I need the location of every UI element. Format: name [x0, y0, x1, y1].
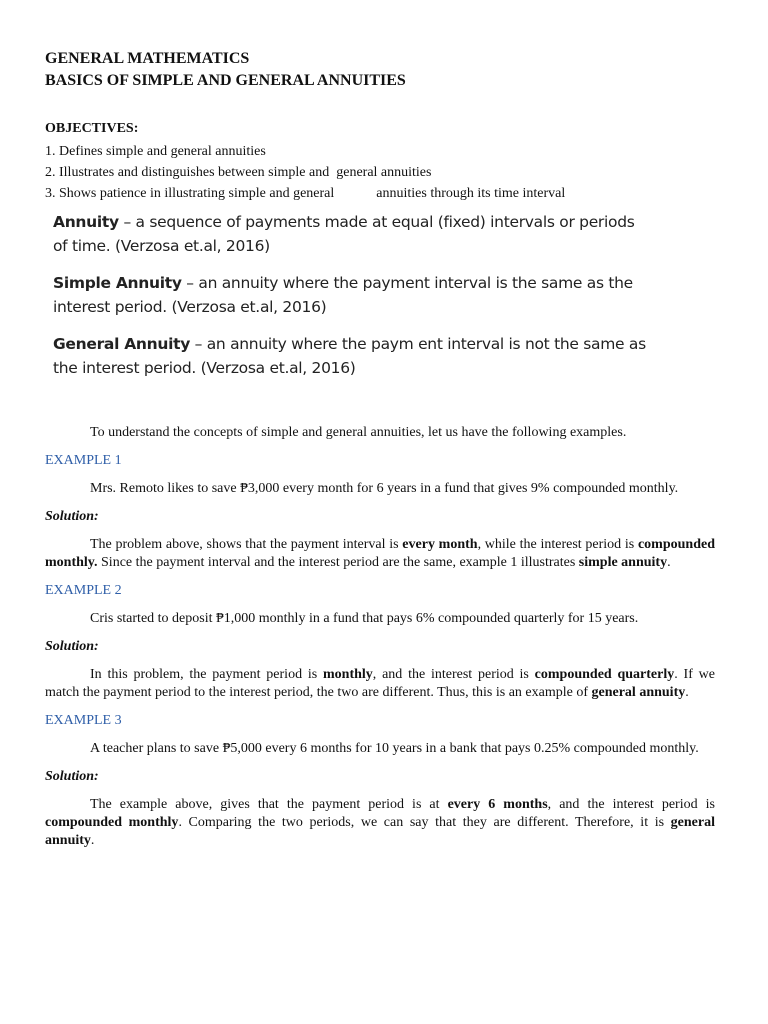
solution-text: The problem above, shows that the payment interval is — [90, 537, 403, 552]
solution-text: . — [667, 555, 671, 570]
objectives-heading: OBJECTIVES: — [45, 121, 139, 136]
solution-text: Since the payment interval and the interest period are the same, example 1 illustrates — [97, 555, 579, 570]
objective-item: 1. Defines simple and general annuities — [45, 144, 266, 159]
solution-text: . If we match the payment period to the interest period, the two are different. Thus, this is an example of — [45, 667, 715, 700]
definition-term: General Annuity — [53, 335, 191, 353]
solution-text: . — [685, 685, 689, 700]
subject-title: GENERAL MATHEMATICS — [45, 50, 250, 67]
intro-paragraph: To understand the concepts of simple and general annuities, let us have the following examples. — [90, 425, 627, 440]
emphasis-text: every month — [402, 537, 478, 552]
solution-text: . — [90, 833, 95, 848]
emphasis-text: general annuity — [591, 685, 686, 700]
solution-label: Solution: — [45, 769, 99, 784]
emphasis-text: monthly — [323, 667, 373, 682]
definition-annuity — [53, 210, 653, 258]
examples-body — [45, 424, 715, 860]
solution-text: , and the interest period is — [547, 797, 715, 812]
definitions-image — [53, 210, 653, 393]
emphasis-text: simple annuity — [578, 555, 668, 570]
definition-term: Simple Annuity — [53, 274, 182, 292]
topic-title: BASICS OF SIMPLE AND GENERAL ANNUITIES — [45, 72, 406, 89]
solution-label: Solution: — [45, 639, 99, 654]
definition-text: – an annuity where the paym ent interval is not the same as the interest period. (Verzosa et.al, 2016) — [53, 335, 646, 377]
definition-simple-annuity — [53, 271, 653, 319]
example-heading: EXAMPLE 3 — [45, 713, 122, 728]
solution-text: , while the interest period is — [477, 537, 638, 552]
solution-paragraph — [45, 536, 715, 572]
example-problem: Mrs. Remoto likes to save ₱3,000 every month for 6 years in a fund that gives 9% compounded monthly. — [90, 481, 679, 496]
solution-text: . Comparing the two periods, we can say that they are different. Therefore, it is — [178, 815, 671, 830]
definition-term: Annuity — [53, 213, 119, 231]
definition-general-annuity — [53, 332, 653, 380]
emphasis-text: compounded quarterly — [534, 667, 675, 682]
emphasis-text: every 6 months — [447, 797, 548, 812]
emphasis-text: compounded monthly — [45, 815, 179, 830]
solution-paragraph — [45, 796, 715, 850]
definition-text: – an annuity where the payment interval is the same as the interest period. (Verzosa et.al, 2016) — [53, 274, 633, 316]
solution-text: The example above, gives that the payment period is at — [90, 797, 448, 812]
solution-paragraph — [45, 666, 715, 702]
example-problem: A teacher plans to save ₱5,000 every 6 months for 10 years in a bank that pays 0.25% compounded monthly. — [90, 741, 699, 756]
objective-item: 3. Shows patience in illustrating simple and general annuities through its time interval — [45, 186, 566, 201]
example-heading: EXAMPLE 1 — [45, 453, 122, 468]
emphasis-text: general annuity — [45, 815, 715, 848]
definition-text: – a sequence of payments made at equal (fixed) intervals or periods of time. (Verzosa et.al, 2016) — [53, 213, 635, 255]
objectives-section — [45, 120, 565, 204]
emphasis-text: compounded monthly. — [45, 537, 715, 570]
example-problem: Cris started to deposit ₱1,000 monthly in a fund that pays 6% compounded quarterly for 15 years. — [90, 611, 639, 626]
objective-item: 2. Illustrates and distinguishes between simple and general annuities — [45, 165, 432, 180]
document-title — [45, 48, 406, 92]
solution-label: Solution: — [45, 509, 99, 524]
solution-text: In this problem, the payment period is — [90, 667, 323, 682]
example-heading: EXAMPLE 2 — [45, 583, 122, 598]
solution-text: , and the interest period is — [372, 667, 535, 682]
